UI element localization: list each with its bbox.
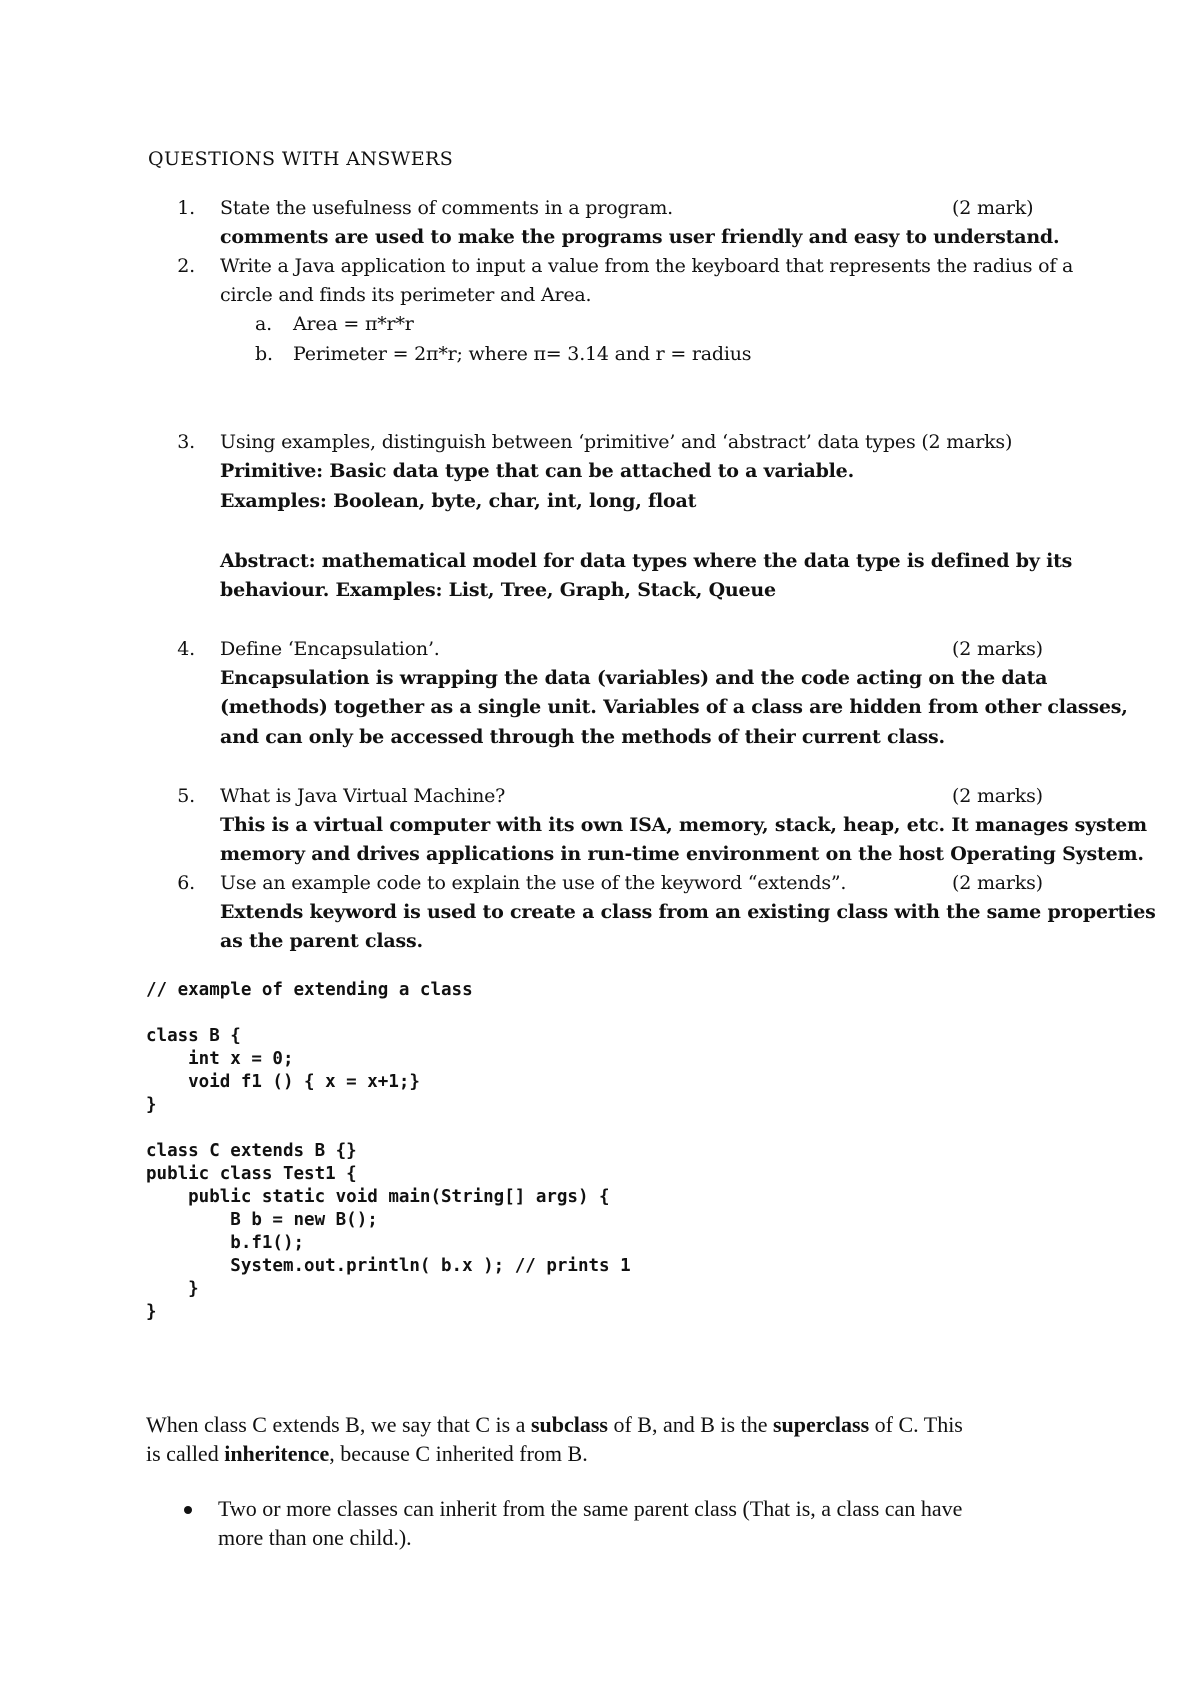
code-line: } [146,1279,199,1299]
explanation-line [146,1441,588,1467]
answer-line: comments are used to make the programs user friendly and easy to understand. [220,226,1060,248]
question-marks: (2 mark) [952,197,1034,219]
explanation-text: , because C inherited from B. [329,1441,588,1466]
question-text: Use an example code to explain the use of the keyword “extends”. [220,872,847,894]
answer-line: (methods) together as a single unit. Variables of a class are hidden from other classes, [220,696,1128,718]
explanation-text: of B, and B is the [607,1412,773,1437]
explanation-text: When class C extends B, we say that C is a [146,1412,531,1437]
code-line: void f1 () { x = x+1;} [146,1072,420,1092]
subitem-text: Area = π*r*r [293,313,414,335]
code-line: class B { [146,1026,241,1046]
code-line: System.out.println( b.x ); // prints 1 [146,1256,631,1276]
answer-line: Encapsulation is wrapping the data (variables) and the code acting on the data [220,667,1048,689]
question-marks: (2 marks) [952,638,1043,660]
question-number: 4. [177,638,195,660]
question-marks: (2 marks) [952,785,1043,807]
answer-line: and can only be accessed through the methods of their current class. [220,726,945,748]
question-number: 3. [177,431,195,453]
code-line: B b = new B(); [146,1210,378,1230]
explanation-text: of C. This [869,1412,963,1437]
question-number: 6. [177,872,195,894]
answer-line: Examples: Boolean, byte, char, int, long, float [220,490,697,512]
code-line: // example of extending a class [146,980,473,1000]
question-text: Write a Java application to input a value from the keyboard that represents the radius of a [220,255,1074,277]
code-line: class C extends B {} [146,1141,357,1161]
subitem-label: b. [255,343,273,365]
subitem-label: a. [255,313,272,335]
code-line: } [146,1302,157,1322]
code-line: } [146,1095,157,1115]
bullet-text: more than one child.). [218,1525,412,1550]
explanation-text: is called [146,1441,225,1466]
answer-line: This is a virtual computer with its own ISA, memory, stack, heap, etc. It manages system [220,814,1147,836]
term-superclass: superclass [772,1412,870,1437]
question-number: 1. [177,197,195,219]
code-line: int x = 0; [146,1049,294,1069]
answer-line: behaviour. Examples: List, Tree, Graph, Stack, Queue [220,579,776,601]
answer-line: Abstract: mathematical model for data types where the data type is defined by its [220,550,1073,572]
question-text: circle and finds its perimeter and Area. [220,284,592,306]
question-marks: (2 marks) [952,872,1043,894]
subitem-text: Perimeter = 2π*r; where π= 3.14 and r = radius [293,343,752,365]
term-subclass: subclass [530,1412,608,1437]
code-line: public static void main(String[] args) { [146,1187,610,1207]
question-number: 5. [177,785,195,807]
question-number: 2. [177,255,195,277]
answer-line: memory and drives applications in run-time environment on the host Operating System. [220,843,1144,865]
question-text: Define ‘Encapsulation’. [220,638,440,660]
question-text: Using examples, distinguish between ‘primitive’ and ‘abstract’ data types (2 marks) [220,431,1013,453]
answer-line: Extends keyword is used to create a class from an existing class with the same properties [220,901,1156,923]
code-line: public class Test1 { [146,1164,357,1184]
explanation-line [146,1412,963,1438]
bullet-icon [184,1506,192,1514]
question-text: State the usefulness of comments in a program. [220,197,674,219]
question-text: What is Java Virtual Machine? [220,785,506,807]
answer-line: Primitive: Basic data type that can be attached to a variable. [220,460,854,482]
term-inheritence: inheritence [224,1441,330,1466]
answer-line: as the parent class. [220,930,423,952]
page-heading: QUESTIONS WITH ANSWERS [148,148,454,170]
code-line: b.f1(); [146,1233,305,1253]
bullet-text: Two or more classes can inherit from the same parent class (That is, a class can have [218,1496,963,1521]
